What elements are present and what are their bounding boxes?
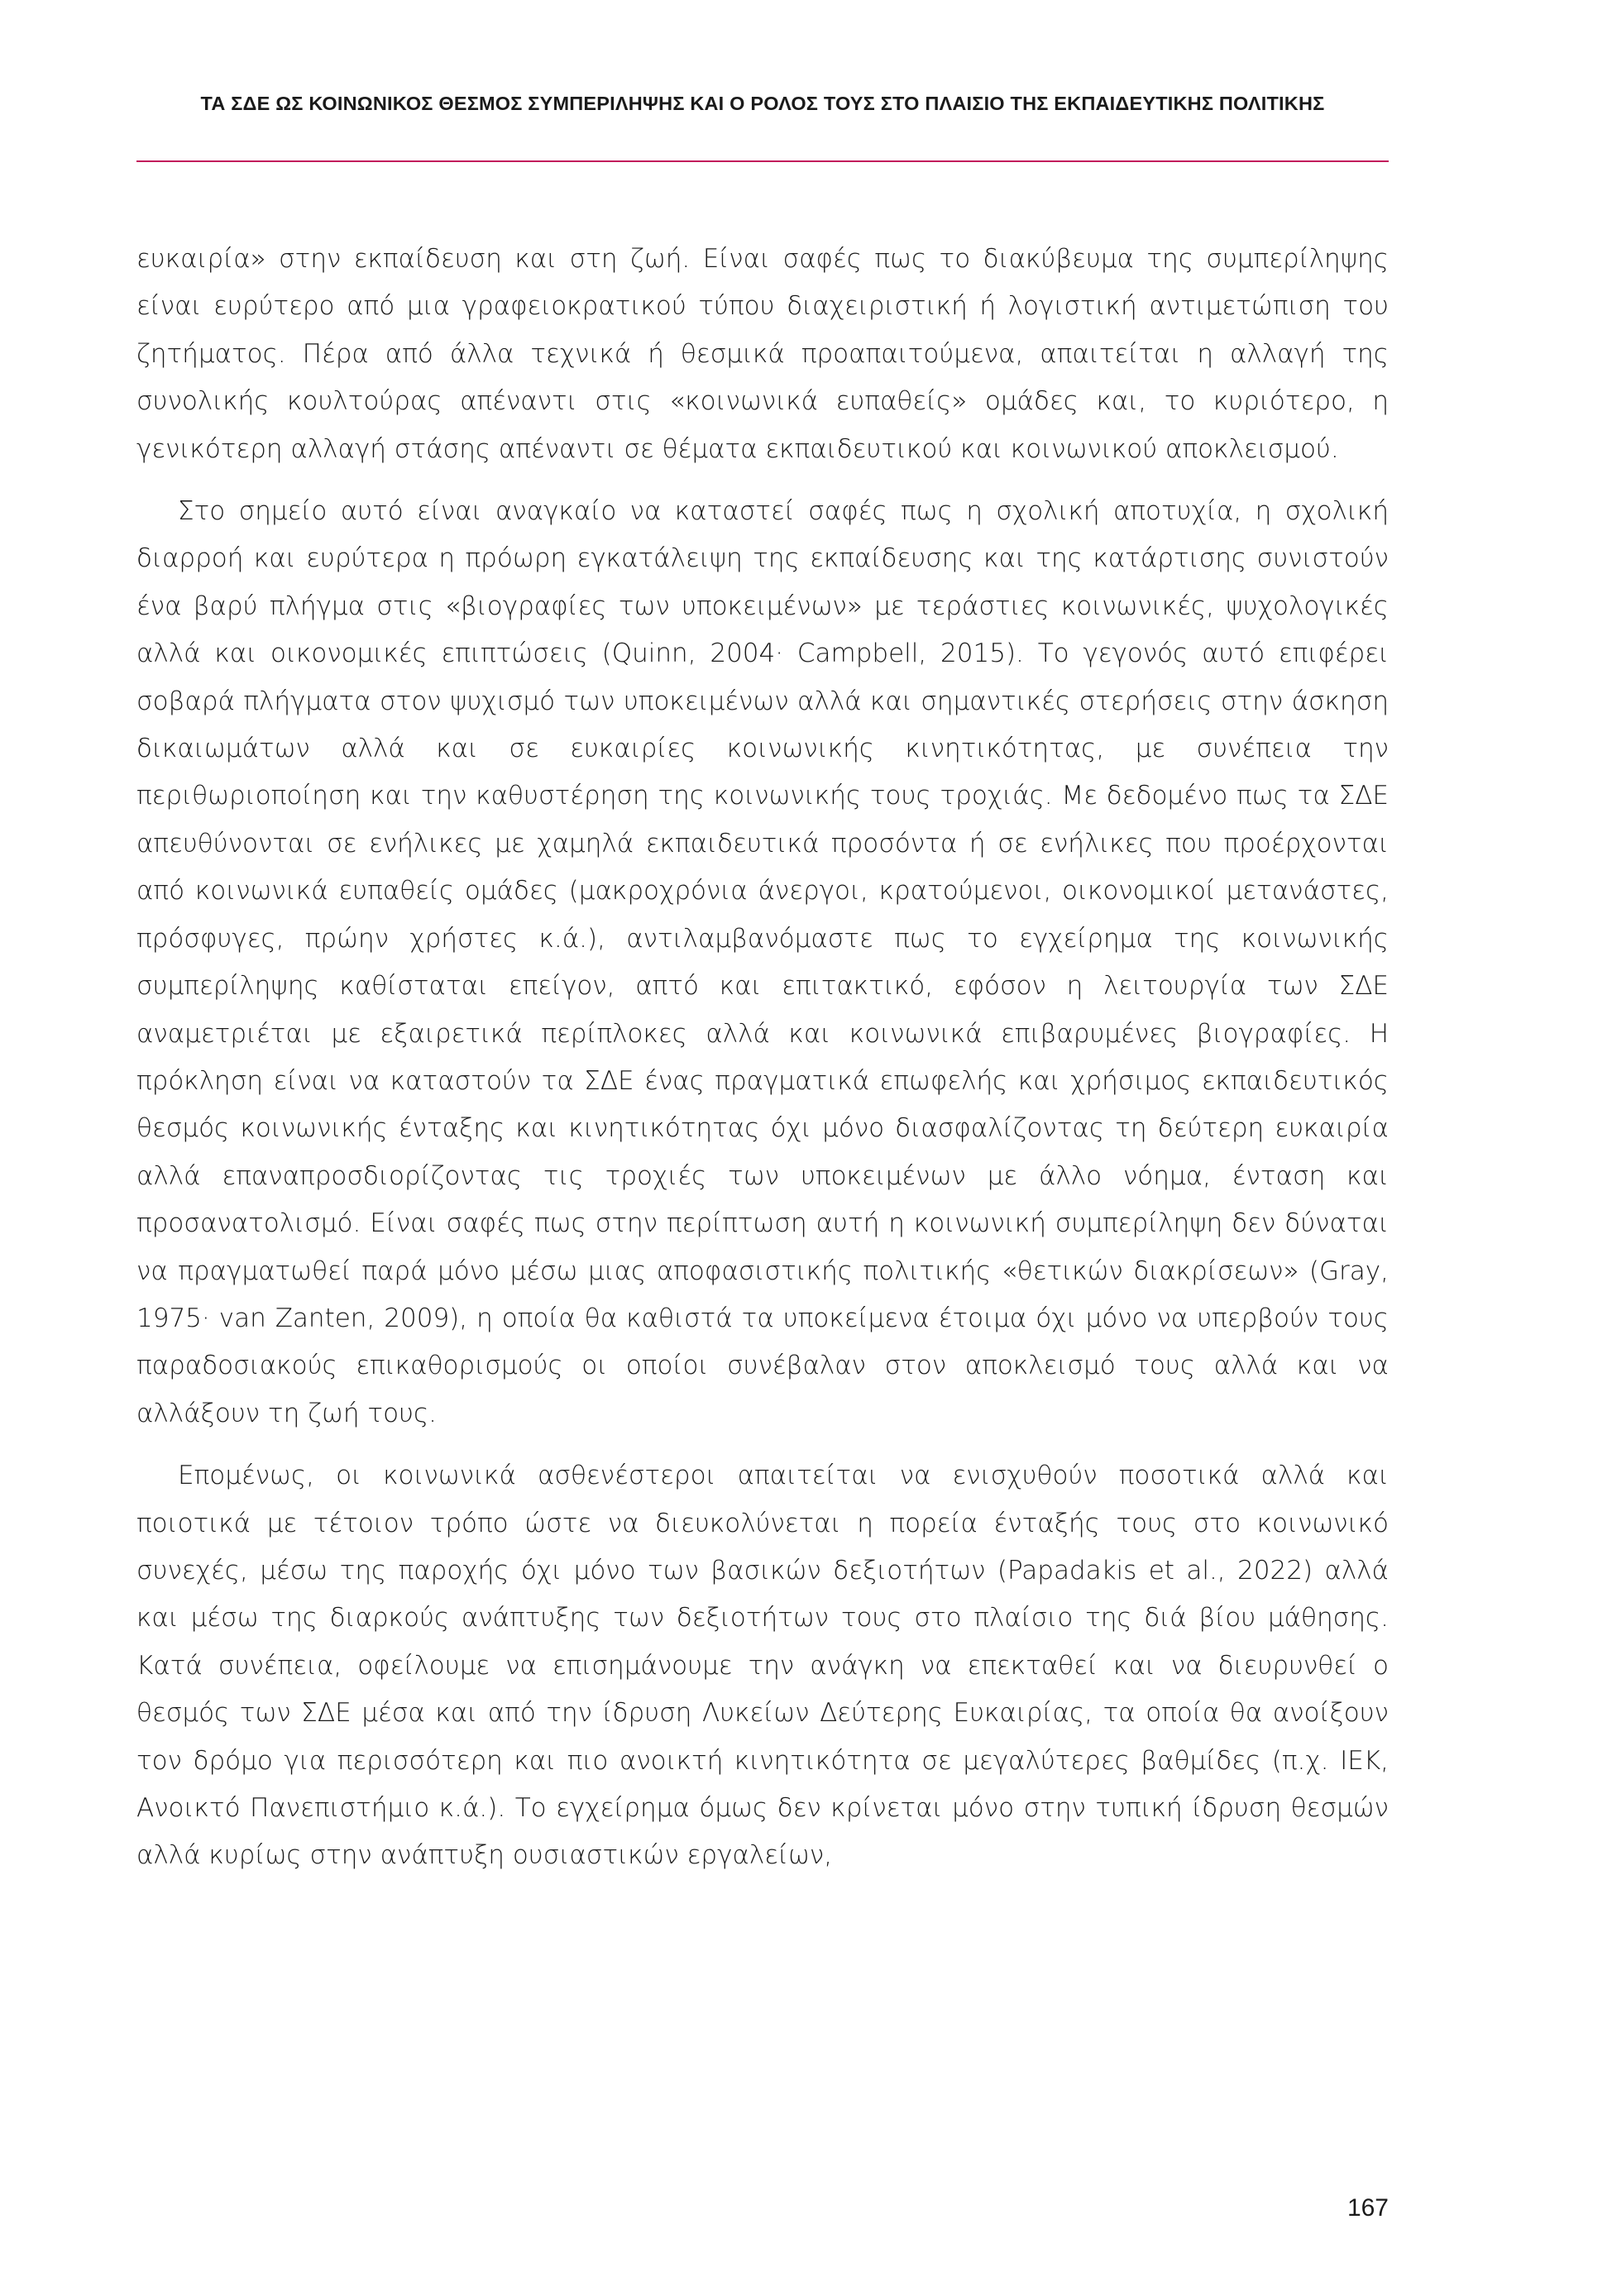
paragraph: Επομένως, οι κοινωνικά ασθενέστεροι απαιτείται να ενισχυθούν ποσοτικά αλλά και ποιοτικά με τέτοιον τρόπο ώστε να διευκολύνεται η πορεία ένταξής τους στο κοινωνικό συνεχές, μέσω της παροχής όχι μόνο των βασικών δεξιοτήτων (Papadakis et al., 2022) αλλά και μέσω της διαρκούς ανάπτυξης των δεξιοτήτων τους στο πλαίσιο της διά βίου μάθησης. Κατά συνέπεια, οφείλουμε να επισημάνουμε την ανάγκη να επεκταθεί και να διευρυνθεί ο θεσμός των ΣΔΕ μέσα και από την ίδρυση Λυκείων Δεύτερης Ευκαιρίας, τα οποία θα ανοίξουν τον δρόμο για περισσότερη και πιο ανοικτή κινητικότητα σε μεγαλύτερες βαθμίδες (π.χ. ΙΕΚ, Ανοικτό Πανεπιστήμιο κ.ά.). Το εγχείρημα όμως δεν κρίνεται μόνο στην τυπική ίδρυση θεσμών αλλά κυρίως στην ανάπτυξη ουσιαστικών εργαλείων, <box>136 1461 1389 1871</box>
paragraph: Στο σημείο αυτό είναι αναγκαίο να καταστεί σαφές πως η σχολική αποτυχία, η σχολική διαρροή και ευρύτερα η πρόωρη εγκατάλειψη της εκπαίδευσης και της κατάρτισης συνιστούν ένα βαρύ πλήγμα στις «βιογραφίες των υποκειμένων» με τεράστιες κοινωνικές, ψυχολογικές αλλά και οικονομικές επιπτώσεις (Quinn, 2004· Campbell, 2015). Το γεγονός αυτό επιφέρει σοβαρά πλήγματα στον ψυχισμό των υποκειμένων αλλά και σημαντικές στερήσεις στην άσκηση δικαιωμάτων αλλά και σε ευκαιρίες κοινωνικής κινητικότητας, με συνέπεια την περιθωριοποίηση και την καθυστέρηση της κοινωνικής τους τροχιάς. Με δεδομένο πως τα ΣΔΕ απευθύνονται σε ενήλικες με χαμηλά εκπαιδευτικά προσόντα ή σε ενήλικες που προέρχονται από κοινωνικά ευπαθείς ομάδες (μακροχρόνια άνεργοι, κρατούμενοι, οικονομικοί μετανάστες, πρόσφυγες, πρώην χρήστες κ.ά.), αντιλαμβανόμαστε πως το εγχείρημα της κοινωνικής συμπερίληψης καθίσταται επείγον, απτό και επιτακτικό, εφόσον η λειτουργία των ΣΔΕ αναμετριέται με εξαιρετικά περίπλοκες αλλά και κοινωνικά επιβαρυμένες βιογραφίες. Η πρόκληση είναι να καταστούν τα ΣΔΕ ένας πραγματικά επωφελής και χρήσιμος εκπαιδευτικός θεσμός κοινωνικής ένταξης και κινητικότητας όχι μόνο διασφαλίζοντας τη δεύτερη ευκαιρία αλλά επαναπροσδιορίζοντας τις τροχιές των υποκειμένων με άλλο νόημα, ένταση και προσανατολισμό. Είναι σαφές πως στην περίπτωση αυτή η κοινωνική συμπερίληψη δεν δύναται να πραγματωθεί παρά μόνο μέσω μιας αποφασιστικής πολιτικής «θετικών διακρίσεων» (Gray, 1975· van Zanten, 2009), η οποία θα καθιστά τα υποκείμενα έτοιμα όχι μόνο να υπερβούν τους παραδοσιακούς επικαθορισμούς οι οποίοι συνέβαλαν στον αποκλεισμό τους αλλά και να αλλάξουν τη ζωή τους. <box>136 496 1389 1428</box>
header-divider <box>136 160 1389 162</box>
running-header: ΤΑ ΣΔΕ ΩΣ ΚΟΙΝΩΝΙΚΟΣ ΘΕΣΜΟΣ ΣΥΜΠΕΡΙΛΗΨΗΣ ΚΑΙ Ο ΡΟΛΟΣ ΤΟΥΣ ΣΤΟ ΠΛΑΙΣΙΟ ΤΗΣ ΕΚΠΑΙΔΕΥΤΙΚΗΣ ΠΟΛΙΤΙΚΗΣ <box>200 93 1325 114</box>
page-number: 167 <box>1347 2194 1389 2222</box>
paragraph-continuation: ευκαιρία» στην εκπαίδευση και στη ζωή. Είναι σαφές πως το διακύβευμα της συμπερίληψης είναι ευρύτερο από μια γραφειοκρατικού τύπου διαχειριστική ή λογιστική αντιμετώπιση του ζητήματος. Πέρα από άλλα τεχνικά ή θεσμικά προαπαιτούμενα, απαιτείται η αλλαγή της συνολικής κουλτούρας απέναντι στις «κοινωνικά ευπαθείς» ομάδες και, το κυριότερο, η γενικότερη αλλαγή στάσης απέναντι σε θέματα εκπαιδευτικού και κοινωνικού αποκλεισμού. <box>136 244 1389 464</box>
body-text <box>136 236 1389 1895</box>
